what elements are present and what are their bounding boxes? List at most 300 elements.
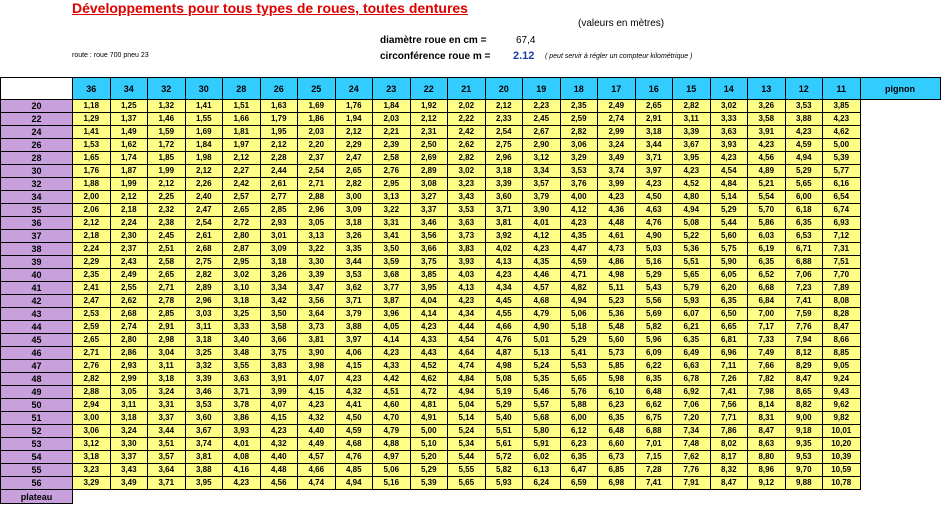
development-cell: 2,90	[523, 139, 561, 152]
development-cell: 3,95	[673, 152, 711, 165]
development-cell: 5,06	[373, 464, 411, 477]
development-cell: 6,65	[710, 321, 748, 334]
development-cell: 4,45	[485, 295, 523, 308]
development-cell: 8,08	[823, 295, 861, 308]
sprocket-header: 26	[260, 78, 298, 100]
development-cell: 7,17	[748, 321, 786, 334]
development-cell: 5,60	[598, 334, 636, 347]
development-cell: 3,79	[523, 191, 561, 204]
development-cell: 4,13	[485, 256, 523, 269]
development-cell: 3,34	[260, 282, 298, 295]
chainring-cell: 39	[1, 256, 73, 269]
development-cell: 8,82	[785, 399, 823, 412]
development-cell: 9,88	[785, 477, 823, 490]
development-cell: 5,23	[598, 295, 636, 308]
development-cell: 4,08	[223, 451, 261, 464]
development-cell: 3,56	[410, 230, 448, 243]
development-cell: 8,28	[823, 308, 861, 321]
development-cell: 4,88	[373, 438, 411, 451]
development-cell: 3,56	[298, 295, 336, 308]
development-cell: 4,15	[298, 386, 336, 399]
development-cell: 6,03	[748, 230, 786, 243]
development-cell: 3,90	[298, 347, 336, 360]
development-cell: 3,04	[148, 347, 186, 360]
development-cell: 4,85	[335, 464, 373, 477]
development-cell: 4,68	[523, 295, 561, 308]
development-cell: 3,34	[523, 165, 561, 178]
development-cell: 5,10	[410, 438, 448, 451]
development-cell: 6,35	[673, 334, 711, 347]
development-cell: 5,08	[673, 217, 711, 230]
development-cell: 8,17	[710, 451, 748, 464]
table-row	[1, 243, 941, 256]
development-cell: 2,82	[335, 178, 373, 191]
table-row	[1, 321, 941, 334]
development-cell: 3,73	[298, 321, 336, 334]
development-cell: 2,12	[223, 152, 261, 165]
development-cell: 3,23	[448, 178, 486, 191]
sprocket-header-row	[1, 78, 941, 100]
development-cell: 6,93	[823, 217, 861, 230]
development-cell: 5,44	[710, 217, 748, 230]
development-cell: 9,12	[748, 477, 786, 490]
development-cell: 4,54	[710, 165, 748, 178]
table-row	[1, 191, 941, 204]
development-cell: 2,42	[223, 178, 261, 191]
development-cell: 6,21	[673, 321, 711, 334]
development-cell: 4,79	[373, 425, 411, 438]
development-cell: 1,88	[73, 178, 111, 191]
sprocket-header: 30	[185, 78, 223, 100]
development-cell: 6,35	[560, 451, 598, 464]
development-cell: 4,14	[410, 308, 448, 321]
development-cell: 1,18	[73, 100, 111, 113]
development-cell: 4,15	[260, 412, 298, 425]
development-cell: 10,39	[823, 451, 861, 464]
development-cell: 6,81	[710, 334, 748, 347]
development-cell: 1,98	[185, 152, 223, 165]
development-cell: 6,84	[748, 295, 786, 308]
chainring-cell: 32	[1, 178, 73, 191]
development-cell: 2,25	[148, 191, 186, 204]
development-cell: 4,23	[635, 178, 673, 191]
table-row	[1, 113, 941, 126]
development-cell: 3,22	[298, 243, 336, 256]
development-cell: 3,46	[410, 217, 448, 230]
development-cell: 3,51	[148, 438, 186, 451]
development-cell: 4,23	[298, 399, 336, 412]
development-cell: 1,41	[185, 100, 223, 113]
blank-cell	[860, 165, 940, 178]
development-cell: 3,06	[560, 139, 598, 152]
development-cell: 4,05	[373, 321, 411, 334]
chainring-cell: 42	[1, 295, 73, 308]
development-cell: 5,00	[823, 139, 861, 152]
development-cell: 10,78	[823, 477, 861, 490]
sprocket-header: 18	[560, 78, 598, 100]
development-cell: 7,01	[635, 438, 673, 451]
development-cell: 4,70	[373, 412, 411, 425]
development-cell: 5,86	[748, 217, 786, 230]
development-cell: 2,77	[260, 191, 298, 204]
development-cell: 3,85	[823, 100, 861, 113]
development-cell: 10,59	[823, 464, 861, 477]
development-cell: 4,42	[373, 373, 411, 386]
development-cell: 3,53	[335, 269, 373, 282]
development-cell: 2,12	[410, 113, 448, 126]
development-cell: 3,71	[485, 204, 523, 217]
sprocket-header: 17	[598, 78, 636, 100]
chainring-cell: 41	[1, 282, 73, 295]
development-cell: 1,37	[110, 113, 148, 126]
development-cell: 3,44	[635, 139, 673, 152]
development-cell: 4,86	[598, 256, 636, 269]
development-cell: 5,44	[448, 451, 486, 464]
development-cell: 5,43	[635, 282, 673, 295]
development-cell: 2,76	[373, 165, 411, 178]
development-cell: 3,25	[185, 347, 223, 360]
development-cell: 7,66	[748, 360, 786, 373]
development-cell: 3,18	[185, 334, 223, 347]
development-cell: 2,23	[523, 100, 561, 113]
development-cell: 4,71	[560, 269, 598, 282]
development-cell: 2,93	[260, 217, 298, 230]
development-cell: 4,66	[485, 321, 523, 334]
table-row	[1, 139, 941, 152]
development-cell: 2,80	[223, 230, 261, 243]
development-cell: 5,90	[710, 256, 748, 269]
development-cell: 4,12	[523, 230, 561, 243]
chainring-cell: 50	[1, 399, 73, 412]
table-row	[1, 334, 941, 347]
development-cell: 6,62	[635, 399, 673, 412]
development-cell: 2,47	[185, 204, 223, 217]
development-cell: 2,50	[410, 139, 448, 152]
development-cell: 7,31	[823, 243, 861, 256]
development-cell: 4,43	[410, 347, 448, 360]
development-cell: 5,98	[598, 373, 636, 386]
development-cell: 4,01	[223, 438, 261, 451]
chainring-cell: 28	[1, 152, 73, 165]
development-cell: 4,23	[598, 191, 636, 204]
development-cell: 5,65	[785, 178, 823, 191]
development-cell: 6,74	[823, 204, 861, 217]
development-cell: 7,56	[710, 399, 748, 412]
development-cell: 2,71	[148, 282, 186, 295]
development-cell: 8,31	[748, 412, 786, 425]
development-cell: 1,72	[148, 139, 186, 152]
development-cell: 2,74	[598, 113, 636, 126]
development-cell: 3,66	[260, 334, 298, 347]
development-cell: 6,73	[598, 451, 636, 464]
development-cell: 2,00	[73, 191, 111, 204]
development-cell: 3,24	[598, 139, 636, 152]
development-cell: 1,76	[335, 100, 373, 113]
development-cell: 2,54	[485, 126, 523, 139]
development-cell: 3,55	[223, 360, 261, 373]
development-cell: 3,74	[185, 438, 223, 451]
development-cell: 2,24	[73, 243, 111, 256]
development-cell: 4,33	[373, 360, 411, 373]
development-cell: 2,68	[110, 308, 148, 321]
development-cell: 2,82	[673, 100, 711, 113]
development-cell: 2,41	[73, 282, 111, 295]
development-cell: 3,58	[748, 113, 786, 126]
development-cell: 3,12	[73, 438, 111, 451]
development-cell: 2,18	[110, 204, 148, 217]
development-cell: 4,07	[298, 373, 336, 386]
circumference-value: 2.12	[513, 50, 535, 62]
development-cell: 6,35	[785, 217, 823, 230]
development-cell: 3,12	[523, 152, 561, 165]
development-cell: 5,29	[635, 269, 673, 282]
chainring-cell: 35	[1, 204, 73, 217]
development-cell: 3,26	[260, 269, 298, 282]
development-cell: 4,23	[710, 152, 748, 165]
development-cell: 3,29	[73, 477, 111, 490]
development-cell: 4,41	[335, 399, 373, 412]
development-cell: 2,06	[73, 204, 111, 217]
development-cell: 3,91	[260, 373, 298, 386]
development-cell: 4,84	[710, 178, 748, 191]
blank-cell	[860, 425, 940, 438]
development-cell: 2,12	[110, 191, 148, 204]
development-cell: 3,58	[260, 321, 298, 334]
development-cell: 6,24	[523, 477, 561, 490]
development-cell: 6,07	[673, 308, 711, 321]
development-cell: 3,47	[298, 282, 336, 295]
blank-cell	[860, 126, 940, 139]
development-cell: 3,49	[598, 152, 636, 165]
blank-cell	[860, 217, 940, 230]
development-cell: 2,95	[223, 256, 261, 269]
development-cell: 3,13	[373, 191, 411, 204]
chainring-cell: 48	[1, 373, 73, 386]
development-cell: 7,49	[748, 347, 786, 360]
development-cell: 2,58	[148, 256, 186, 269]
development-cell: 1,62	[110, 139, 148, 152]
development-cell: 5,22	[673, 230, 711, 243]
sprocket-header: 34	[110, 78, 148, 100]
development-cell: 2,98	[148, 334, 186, 347]
development-cell: 7,76	[673, 464, 711, 477]
development-cell: 5,24	[523, 360, 561, 373]
development-cell: 3,73	[448, 230, 486, 243]
chainring-cell: 40	[1, 269, 73, 282]
development-cell: 4,98	[485, 360, 523, 373]
development-cell: 3,93	[223, 425, 261, 438]
blank-cell	[860, 269, 940, 282]
development-cell: 6,35	[748, 256, 786, 269]
development-cell: 4,55	[485, 308, 523, 321]
development-cell: 3,93	[448, 256, 486, 269]
development-cell: 4,57	[298, 451, 336, 464]
development-cell: 6,52	[748, 269, 786, 282]
development-cell: 4,57	[523, 282, 561, 295]
development-cell: 2,62	[448, 139, 486, 152]
table-row	[1, 230, 941, 243]
chainring-cell: 24	[1, 126, 73, 139]
development-cell: 3,81	[185, 451, 223, 464]
development-cell: 4,60	[373, 399, 411, 412]
development-cell: 2,53	[73, 308, 111, 321]
development-cell: 4,33	[410, 334, 448, 347]
development-cell: 3,63	[448, 217, 486, 230]
development-cell: 7,89	[823, 282, 861, 295]
development-cell: 3,37	[110, 451, 148, 464]
development-cell: 4,80	[673, 191, 711, 204]
development-cell: 8,80	[748, 451, 786, 464]
sprocket-header: 23	[373, 78, 411, 100]
sprocket-header: 22	[410, 78, 448, 100]
development-cell: 5,70	[748, 204, 786, 217]
development-cell: 1,99	[148, 165, 186, 178]
development-cell: 9,35	[785, 438, 823, 451]
development-cell: 4,94	[560, 295, 598, 308]
development-cell: 5,93	[485, 477, 523, 490]
development-cell: 6,23	[560, 438, 598, 451]
development-cell: 3,25	[223, 308, 261, 321]
development-cell: 3,98	[298, 360, 336, 373]
development-cell: 8,02	[710, 438, 748, 451]
development-cell: 6,88	[785, 256, 823, 269]
blank-cell	[860, 243, 940, 256]
development-cell: 2,61	[260, 178, 298, 191]
development-cell: 9,05	[823, 360, 861, 373]
development-cell: 2,40	[185, 191, 223, 204]
development-cell: 4,35	[523, 256, 561, 269]
development-cell: 4,64	[448, 347, 486, 360]
development-cell: 2,88	[73, 386, 111, 399]
table-row	[1, 451, 941, 464]
blank-cell	[860, 230, 940, 243]
development-cell: 3,00	[335, 191, 373, 204]
blank-cell	[860, 113, 940, 126]
development-cell: 3,46	[185, 386, 223, 399]
development-cell: 5,24	[448, 425, 486, 438]
development-cell: 2,42	[448, 126, 486, 139]
development-cell: 2,54	[298, 165, 336, 178]
table-row	[1, 373, 941, 386]
development-cell: 1,94	[335, 113, 373, 126]
development-cell: 7,48	[673, 438, 711, 451]
development-cell: 4,50	[635, 191, 673, 204]
development-cell: 3,44	[148, 425, 186, 438]
development-cell: 1,59	[148, 126, 186, 139]
development-cell: 3,41	[373, 230, 411, 243]
development-cell: 2,89	[185, 282, 223, 295]
development-cell: 5,51	[673, 256, 711, 269]
development-cell: 2,29	[73, 256, 111, 269]
development-cell: 3,67	[673, 139, 711, 152]
development-cell: 3,87	[373, 295, 411, 308]
development-cell: 4,62	[823, 126, 861, 139]
blank-cell	[860, 438, 940, 451]
development-cell: 3,39	[673, 126, 711, 139]
units-note: (valeurs en mètres)	[578, 18, 665, 29]
development-cell: 3,99	[598, 178, 636, 191]
development-cell: 1,92	[410, 100, 448, 113]
table-row	[1, 464, 941, 477]
chainring-cell: 52	[1, 425, 73, 438]
development-cell: 2,29	[335, 139, 373, 152]
development-cell: 5,93	[673, 295, 711, 308]
development-cell: 4,52	[410, 360, 448, 373]
development-cell: 5,20	[410, 451, 448, 464]
development-cell: 2,72	[223, 217, 261, 230]
development-cell: 2,94	[73, 399, 111, 412]
development-cell: 3,02	[710, 100, 748, 113]
development-cell: 8,85	[823, 347, 861, 360]
development-cell: 5,35	[523, 373, 561, 386]
development-cell: 6,50	[710, 308, 748, 321]
development-cell: 4,01	[523, 217, 561, 230]
development-cell: 4,15	[335, 360, 373, 373]
pignon-label: pignon	[860, 78, 940, 100]
development-cell: 3,31	[373, 217, 411, 230]
development-cell: 4,90	[523, 321, 561, 334]
development-cell: 5,29	[710, 204, 748, 217]
development-cell: 1,84	[373, 100, 411, 113]
development-cell: 2,43	[110, 256, 148, 269]
development-cell: 4,13	[448, 282, 486, 295]
development-cell: 5,41	[560, 347, 598, 360]
development-cell: 2,49	[598, 100, 636, 113]
development-cell: 5,53	[560, 360, 598, 373]
development-cell: 2,55	[110, 282, 148, 295]
sprocket-header: 15	[673, 78, 711, 100]
development-cell: 4,12	[560, 204, 598, 217]
development-cell: 5,13	[523, 347, 561, 360]
development-cell: 4,62	[410, 373, 448, 386]
development-cell: 3,05	[110, 386, 148, 399]
development-cell: 7,06	[785, 269, 823, 282]
development-cell: 4,48	[598, 217, 636, 230]
sprocket-header: 21	[448, 78, 486, 100]
development-cell: 8,47	[785, 373, 823, 386]
development-cell: 4,74	[448, 360, 486, 373]
development-cell: 3,76	[560, 178, 598, 191]
development-cell: 3,30	[110, 438, 148, 451]
page-title: Développements pour tous types de roues, toutes dentures	[72, 0, 468, 16]
development-cell: 3,40	[223, 334, 261, 347]
development-cell: 2,93	[110, 360, 148, 373]
development-cell: 2,45	[148, 230, 186, 243]
development-cell: 7,33	[748, 334, 786, 347]
sprocket-header: 12	[785, 78, 823, 100]
development-cell: 1,55	[185, 113, 223, 126]
development-cell: 3,18	[335, 217, 373, 230]
chainring-footer-row	[1, 490, 941, 504]
development-cell: 2,65	[73, 334, 111, 347]
development-cell: 4,32	[298, 412, 336, 425]
development-cell: 2,35	[73, 269, 111, 282]
development-cell: 3,23	[73, 464, 111, 477]
development-cell: 4,81	[410, 399, 448, 412]
development-cell: 1,97	[223, 139, 261, 152]
development-cell: 2,76	[73, 360, 111, 373]
development-cell: 4,23	[485, 269, 523, 282]
development-cell: 8,12	[785, 347, 823, 360]
development-cell: 2,54	[185, 217, 223, 230]
blank-cell	[860, 412, 940, 425]
development-cell: 4,34	[448, 308, 486, 321]
development-cell: 6,23	[598, 399, 636, 412]
development-cell: 5,65	[560, 373, 598, 386]
development-cell: 1,63	[260, 100, 298, 113]
development-cell: 4,91	[410, 412, 448, 425]
development-cell: 2,71	[298, 178, 336, 191]
